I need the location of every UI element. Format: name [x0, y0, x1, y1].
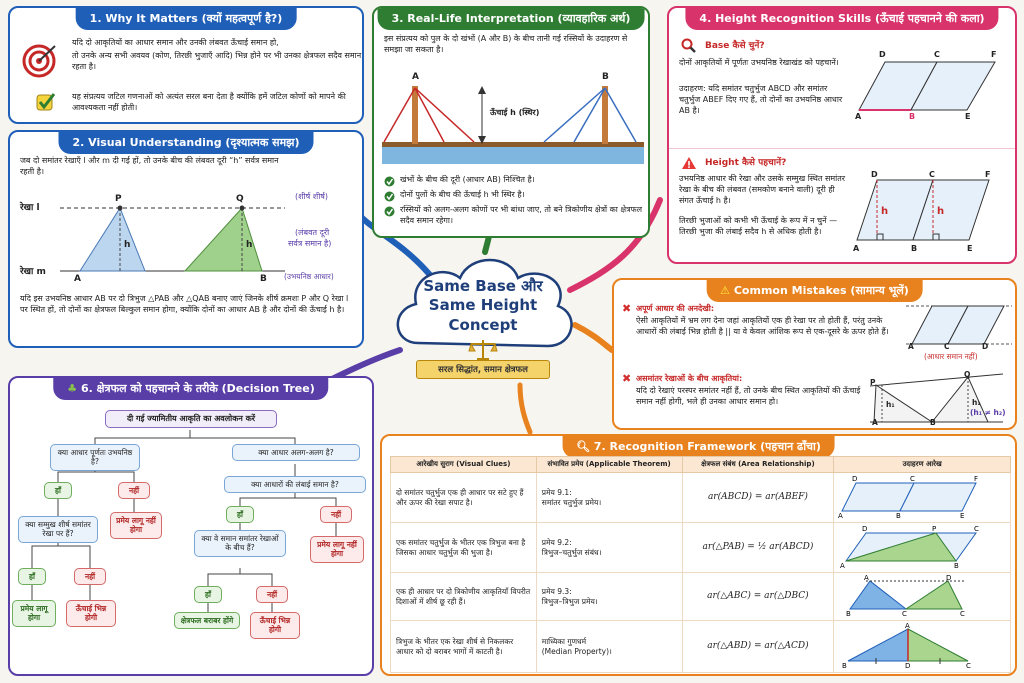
- why-bullet-2: तो उनके अन्य सभी अवयव (कोण, तिरछी भुजाएँ आदि) भिन्न होने पर भी उनका क्षेत्रफल सदैव समान रहता है।: [72, 51, 362, 71]
- relation-cell: ar(△ABC) = ar(△DBC): [682, 573, 834, 621]
- panel-title: 1. Why It Matters (क्यों महत्वपूर्ण है?): [76, 7, 297, 30]
- p4-f2: F: [985, 170, 991, 179]
- p4-b2: B: [911, 244, 918, 253]
- svg-text:A: A: [905, 622, 911, 630]
- clue-cell: दो समांतर चतुर्भुज एक ही आधार पर सटे हुए हैं और ऊपर की रेखा सपाट है।: [391, 473, 537, 523]
- height-question: Height कैसे पहचानें?: [705, 158, 787, 168]
- p4-a2: A: [853, 244, 860, 253]
- p4-d2: D: [871, 170, 878, 179]
- example-triangle-in-parallelogram: [836, 525, 1006, 569]
- svg-text:P: P: [932, 525, 937, 533]
- framework-table: [390, 456, 1011, 673]
- svg-text:C: C: [966, 662, 972, 670]
- theorem-cell: माध्यिका गुणधर्म (Median Property)।: [536, 621, 682, 673]
- tree-q1: क्या आधार पूर्णतः उभयनिष्ठ है?: [50, 444, 140, 471]
- svg-text:A: A: [840, 562, 846, 570]
- framework-title: 7. Recognition Framework (पहचान ढाँचा): [593, 440, 821, 453]
- visual-intro: जब दो समांतर रेखाएँ l और m दी गई हों, तो उनके बीच की लंबवत दूरी “h” सर्वत्र समान रहती है।: [20, 156, 279, 176]
- header-example: उदाहरण आरेख: [834, 457, 1011, 473]
- svg-text:A: A: [838, 512, 844, 520]
- svg-text:A: A: [864, 574, 870, 582]
- cross-icon-1: ✖: [622, 302, 632, 315]
- real-check-1: खंभों के बीच की दूरी (आधार AB) निश्चित है।: [400, 175, 535, 184]
- theorem-cell: प्रमेय 9.2: त्रिभुज–चतुर्भुज संबंध।: [536, 523, 682, 573]
- p5-d1: D: [982, 342, 989, 351]
- apex-label: (शीर्ष शीर्ष): [295, 192, 329, 201]
- p4-h1: h: [881, 206, 889, 217]
- real-check-2: दोनों पुलों के बीच की ऊँचाई h भी स्थिर है।: [400, 190, 525, 199]
- p4-c1: C: [934, 50, 940, 59]
- check-icon-3: [384, 206, 395, 217]
- panel-title: 4. Height Recognition Skills (ऊँचाई पहचानने की कला): [685, 7, 998, 30]
- panel-title: 3. Real-Life Interpretation (व्यावहारिक अर्थ): [378, 7, 645, 30]
- header-relation: क्षेत्रफल संबंध (Area Relationship): [682, 457, 834, 473]
- tree-icon: ♣: [67, 382, 81, 395]
- distance-label-2: सर्वत्र समान है): [288, 239, 332, 248]
- base-text-2: उदाहरण: यदि समांतर चतुर्भुज ABCD और समांतर चतुर्भुज ABEF दिए गए हैं, तो दोनों का उभयनिष्ठ आधार AB है।: [679, 84, 843, 115]
- example-cell: [834, 523, 1011, 573]
- clue-cell: त्रिभुज के भीतर एक रेखा शीर्ष से निकलकर आधार को दो बराबर भागों में काटती है।: [391, 621, 537, 673]
- p5-c1: C: [944, 342, 950, 351]
- tree-q4: क्या सम्मुख शीर्ष समांतर रेखा पर हैं?: [18, 516, 98, 543]
- example-two-triangles: [836, 575, 1006, 617]
- point-p: P: [115, 194, 122, 204]
- svg-text:D: D: [905, 662, 911, 670]
- p5-a2: A: [872, 418, 878, 427]
- svg-text:D: D: [852, 475, 858, 483]
- cross-icon-2: ✖: [622, 372, 632, 385]
- p4-a1: A: [855, 112, 862, 121]
- clue-cell: एक ही आधार पर दो त्रिकोणीय आकृतियाँ विपरीत दिशाओं में शीर्ष छू रही हैं।: [391, 573, 537, 621]
- p5-a1: A: [908, 342, 914, 351]
- tree-result-not-1: प्रमेय लागू नहीं होगा: [110, 512, 162, 539]
- base-label: (उभयनिष्ठ आधार): [284, 272, 334, 281]
- table-row: [391, 523, 1011, 573]
- center-title-1: Same Base और: [423, 277, 543, 295]
- relation-cell: ar(ABCD) = ar(ABEF): [682, 473, 834, 523]
- example-median: [836, 623, 1006, 669]
- tree-result-not-2: प्रमेय लागू नहीं होगा: [310, 536, 364, 563]
- tree-no-4: नहीं: [256, 586, 288, 603]
- parallelogram-base-diagram: [855, 52, 1015, 122]
- p5-q: Q: [964, 370, 971, 379]
- mistake-2-text: यदि दो रेखाएं परस्पर समांतर नहीं हैं, तो उनके बीच स्थित आकृतियों की ऊँचाई समान नहीं होगी, भले ही उनका आधार समान हो।: [636, 386, 861, 406]
- tree-q3: क्या आधारों की लंबाई समान है?: [224, 476, 366, 493]
- point-a: A: [74, 274, 81, 284]
- theorem-cell: प्रमेय 9.3: त्रिभुज–त्रिभुज प्रमेय।: [536, 573, 682, 621]
- panel-common-mistakes: [612, 278, 1017, 430]
- relation-cell: ar(△ABD) = ar(△ACD): [682, 621, 834, 673]
- point-b: B: [260, 274, 267, 284]
- p4-f1: F: [991, 50, 997, 59]
- mistake-2-title: असमांतर रेखाओं के बीच आकृतियां:: [636, 374, 743, 383]
- p5-p: P: [870, 378, 876, 387]
- svg-text:F: F: [974, 475, 979, 483]
- pillar-a-label: A: [412, 72, 419, 82]
- svg-text:C: C: [910, 475, 916, 483]
- p4-b1: B: [909, 112, 916, 121]
- example-two-parallelograms: [836, 475, 1006, 519]
- parallelogram-height-diagram: [853, 174, 1013, 249]
- p4-d1: D: [879, 50, 886, 59]
- height-h-1: h: [124, 240, 131, 250]
- magnifier-icon: 🔍︎: [576, 440, 594, 453]
- base-question: Base कैसे चुनें?: [705, 41, 765, 51]
- svg-text:E: E: [960, 512, 965, 520]
- table-header-row: [391, 457, 1011, 473]
- visual-paragraph: यदि इस उभयनिष्ठ आधार AB पर दो त्रिभुज △PAB और △QAB बनाए जाएं जिनके शीर्ष क्रमशः P और Q रेखा l पर स्थित हों, तो दोनों का क्षेत्रफल बिल्कुल समान होगा, क्योंकि दोनों का आधार AB है और दोनों की ऊँचाई h है।: [20, 294, 349, 314]
- tree-title: 6. क्षेत्रफल को पहचानने के तरीके (Decision Tree): [80, 382, 315, 395]
- pillar-b-label: B: [602, 72, 609, 82]
- center-concept: [388, 248, 578, 383]
- svg-text:B: B: [846, 610, 852, 618]
- checkbox-icon: [36, 92, 56, 112]
- mistakes-title: Common Mistakes (सामान्य भूलें): [733, 284, 909, 297]
- why-bullet-1: यदि दो आकृतियों का आधार समान और उनकी लंबवत ऊँचाई समान हो,: [72, 38, 279, 47]
- height-constant-label: ऊँचाई h (स्थिर): [490, 108, 540, 117]
- svg-text:B: B: [954, 562, 960, 570]
- svg-text:D: D: [946, 574, 952, 582]
- tree-result-apply: प्रमेय लागू होगा: [12, 600, 56, 627]
- tree-yes-2: हाँ: [226, 506, 254, 523]
- mistake-1-title: अपूर्ण आधार की अनदेखी:: [636, 304, 715, 313]
- height-text-2: तिरछी भुजाओं को कभी भी ऊँचाई के रूप में न चुनें — तिरछी भुजा की लंबाई सदैव h से अधिक होती है।: [679, 216, 838, 236]
- panel-decision-tree: [8, 376, 374, 676]
- target-icon: [22, 44, 56, 78]
- base-text-1: दोनों आकृतियों में पूर्णतः उभयनिष्ठ रेखाखंड को पहचानें।: [679, 58, 839, 67]
- why-bullet-3: यह संप्रत्यय जटिल गणनाओं को अत्यंत सरल बना देता है क्योंकि हमें जटिल कोणों को मापने की आवश्यकता नहीं होती।: [72, 92, 346, 112]
- mistake-1-note: (आधार समान नहीं): [924, 352, 978, 361]
- example-cell: [834, 573, 1011, 621]
- example-cell: [834, 473, 1011, 523]
- tree-no-1: नहीं: [118, 482, 150, 499]
- warning-icon: [681, 156, 697, 170]
- p5-b2: B: [930, 418, 936, 427]
- real-intro: इस संप्रत्यय को पुल के दो खंभों (A और B) के बीच तानी गई रस्सियों के उदाहरण से समझा जा सकता है।: [384, 34, 628, 54]
- svg-text:B: B: [896, 512, 902, 520]
- p4-c2: C: [929, 170, 935, 179]
- panel-recognition-framework: [380, 434, 1017, 676]
- mistake-2-note: (h₁ ≠ h₂): [970, 408, 1006, 417]
- check-icon-1: [384, 176, 395, 187]
- balance-scale-icon: [468, 338, 498, 362]
- tree-result-height-diff-2: ऊँचाई भिन्न होगी: [250, 612, 300, 639]
- table-row: [391, 473, 1011, 523]
- tree-yes-1: हाँ: [44, 482, 72, 499]
- p5-h1: h₁: [886, 400, 895, 409]
- panel-height-recognition: [667, 6, 1017, 264]
- tree-q2: क्या आधार अलग-अलग है?: [232, 444, 360, 461]
- center-title-3: Concept: [448, 316, 518, 334]
- p4-e1: E: [965, 112, 971, 121]
- distance-label-1: (लंबवत दूरी: [295, 228, 330, 237]
- panel-title: [562, 435, 835, 458]
- center-title-2: Same Height: [428, 296, 538, 314]
- svg-text:C: C: [974, 525, 980, 533]
- table-row: [391, 573, 1011, 621]
- relation-cell: ar(△PAB) = ½ ar(ABCD): [682, 523, 834, 573]
- panel-why-it-matters: [8, 6, 364, 124]
- tree-root: दी गई ज्यामितीय आकृति का अवलोकन करें: [105, 410, 277, 428]
- svg-text:C: C: [960, 610, 966, 618]
- clue-cell: एक समांतर चतुर्भुज के भीतर एक त्रिभुज बना है जिसका आधार चतुर्भुज की भुजा है।: [391, 523, 537, 573]
- panel-visual-understanding: [8, 130, 364, 348]
- panel-real-life: [372, 6, 650, 238]
- panel-title: [706, 279, 923, 302]
- example-cell: [834, 621, 1011, 673]
- height-h-2: h: [246, 240, 253, 250]
- p4-h2: h: [937, 206, 945, 217]
- partial-base-diagram: [904, 302, 1014, 352]
- tree-yes-3: हाँ: [18, 568, 46, 585]
- point-q: Q: [236, 194, 244, 204]
- check-icon-2: [384, 191, 395, 202]
- tree-result-equal: क्षेत्रफल बराबर होंगे: [174, 612, 240, 629]
- mistake-1-text: ऐसी आकृतियों में भ्रम लग देना जहां आकृतियों एक ही रेखा पर तो होती हैं, परंतु उनके आधारों की लंबाई भिन्न होती है || या वे केवल आंशिक रूप से एक-दूसरे के ऊपर होते हैं।: [636, 316, 889, 336]
- tree-no-3: नहीं: [74, 568, 106, 585]
- line-m-label: रेखा m: [20, 267, 46, 277]
- tree-yes-4: हाँ: [194, 586, 222, 603]
- tree-no-2: नहीं: [320, 506, 352, 523]
- panel-title: 2. Visual Understanding (दृश्यात्मक समझ): [59, 131, 314, 154]
- header-clues: आरेखीय सुराग (Visual Clues): [391, 457, 537, 473]
- svg-text:B: B: [842, 662, 848, 670]
- warning-icon: ⚠: [720, 284, 734, 297]
- tree-q5: क्या वे समान समांतर रेखाओं के बीच हैं?: [194, 530, 286, 557]
- tree-result-height-diff-1: ऊँचाई भिन्न होगी: [66, 600, 116, 627]
- line-l-label: रेखा l: [20, 203, 40, 213]
- real-check-3: रस्सियों को अलग-अलग कोणों पर भी बांधा जाए, तो बने त्रिकोणीय क्षेत्रों का क्षेत्रफल सदैव समान रहेगा।: [400, 205, 643, 225]
- magnifier-icon: [681, 38, 697, 54]
- table-row: [391, 621, 1011, 673]
- p4-e2: E: [967, 244, 973, 253]
- svg-text:C: C: [902, 610, 908, 618]
- header-theorem: संभावित प्रमेय (Applicable Theorem): [536, 457, 682, 473]
- theorem-cell: प्रमेय 9.1: समांतर चतुर्भुज प्रमेय।: [536, 473, 682, 523]
- center-ribbon: सरल सिद्धांत, समान क्षेत्रफल: [416, 360, 550, 379]
- svg-text:D: D: [862, 525, 868, 533]
- p5-h2: h₁: [972, 398, 981, 407]
- height-text-1: उभयनिष्ठ आधार की रेखा और उसके सम्मुख स्थित समांतर रेखा के बीच की लंबवत (समकोण बनाने वाली) दूरी ही संगत ऊँचाई h है।: [679, 174, 846, 205]
